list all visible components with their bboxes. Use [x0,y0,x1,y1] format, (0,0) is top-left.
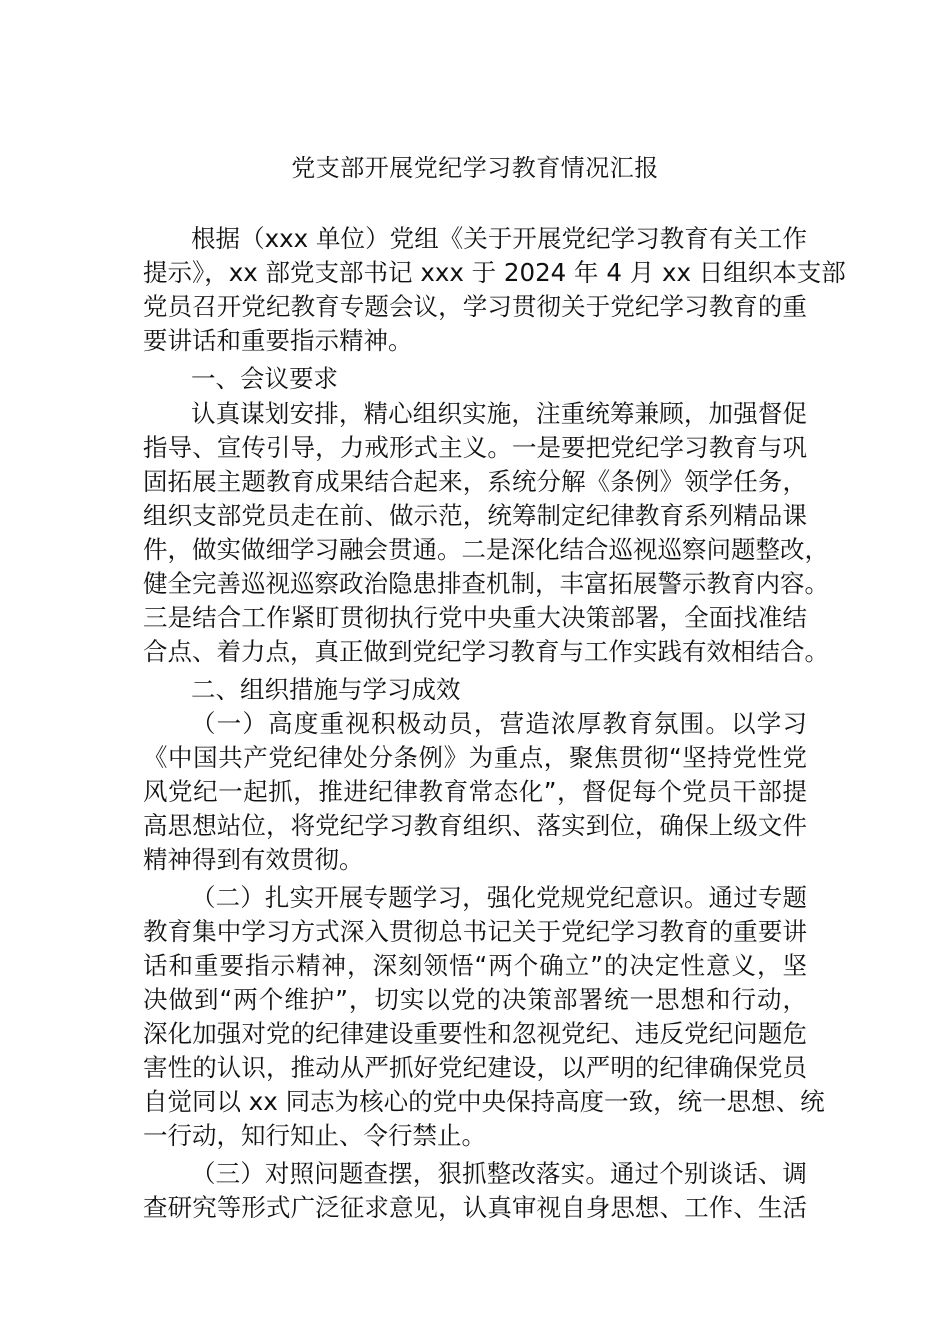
paragraph-line: 认真谋划安排，精心组织实施，注重统筹兼顾，加强督促 [191,399,807,428]
section-heading: 一、会议要求 [191,364,338,393]
paragraph-line: 要讲话和重要指示精神。 [143,326,413,355]
paragraph-line: 组织支部党员走在前、做示范，统筹制定纪律教育系列精品课 [143,501,807,530]
paragraph-line: 一行动，知行知止、令行禁止。 [143,1121,486,1150]
paragraph-line: 高思想站位，将党纪学习教育组织、落实到位，确保上级文件 [143,811,807,840]
paragraph-line: 指导、宣传引导，力戒形式主义。一是要把党纪学习教育与巩 [143,433,807,462]
paragraph-line: 话和重要指示精神，深刻领悟“两个确立”的决定性意义，坚 [143,951,807,980]
paragraph-line: （二）扎实开展专题学习，强化党规党纪意识。通过专题 [191,883,807,912]
paragraph-line: 根据（xxx 单位）党组《关于开展党纪学习教育有关工作 [191,224,807,253]
paragraph-line: 合点、着力点，真正做到党纪学习教育与工作实践有效相结合。 [143,637,829,666]
paragraph-line: 害性的认识，推动从严抓好党纪建设，以严明的纪律确保党员 [143,1053,807,1082]
paragraph-line: 三是结合工作紧盯贯彻执行党中央重大决策部署，全面找准结 [143,603,807,632]
paragraph-line: 深化加强对党的纪律建设重要性和忽视党纪、违反党纪问题危 [143,1019,807,1048]
paragraph-line: 党员召开党纪教育专题会议，学习贯彻关于党纪学习教育的重 [143,292,807,321]
paragraph-line: 固拓展主题教育成果结合起来，系统分解《条例》领学任务， [143,467,807,496]
paragraph-line: 健全完善巡视巡察政治隐患排查机制，丰富拓展警示教育内容。 [143,569,829,598]
paragraph-line: 《中国共产党纪律处分条例》为重点，聚焦贯彻“坚持党性党 [143,743,807,772]
paragraph-line: 查研究等形式广泛征求意见，认真审视自身思想、工作、生活 [143,1193,807,1222]
paragraph-line: 决做到“两个维护”，切实以党的决策部署统一思想和行动， [143,985,807,1014]
paragraph-line: 风党纪一起抓，推进纪律教育常态化”，督促每个党员干部提 [143,777,807,806]
document-title: 党支部开展党纪学习教育情况汇报 [291,154,659,182]
paragraph-line: （三）对照问题查摆，狠抓整改落实。通过个别谈话、调 [191,1159,807,1188]
paragraph-line: 教育集中学习方式深入贯彻总书记关于党纪学习教育的重要讲 [143,917,807,946]
paragraph-line: 件，做实做细学习融会贯通。二是深化结合巡视巡察问题整改， [143,535,829,564]
paragraph-line: 精神得到有效贯彻。 [143,845,364,874]
paragraph-line: 提示》，xx 部党支部书记 xxx 于 2024 年 4 月 xx 日组织本支部 [143,258,846,287]
section-heading: 二、组织措施与学习成效 [191,675,461,704]
paragraph-line: （一）高度重视积极动员，营造浓厚教育氛围。以学习 [191,709,807,738]
paragraph-line: 自觉同以 xx 同志为核心的党中央保持高度一致，统一思想、统 [143,1087,825,1116]
